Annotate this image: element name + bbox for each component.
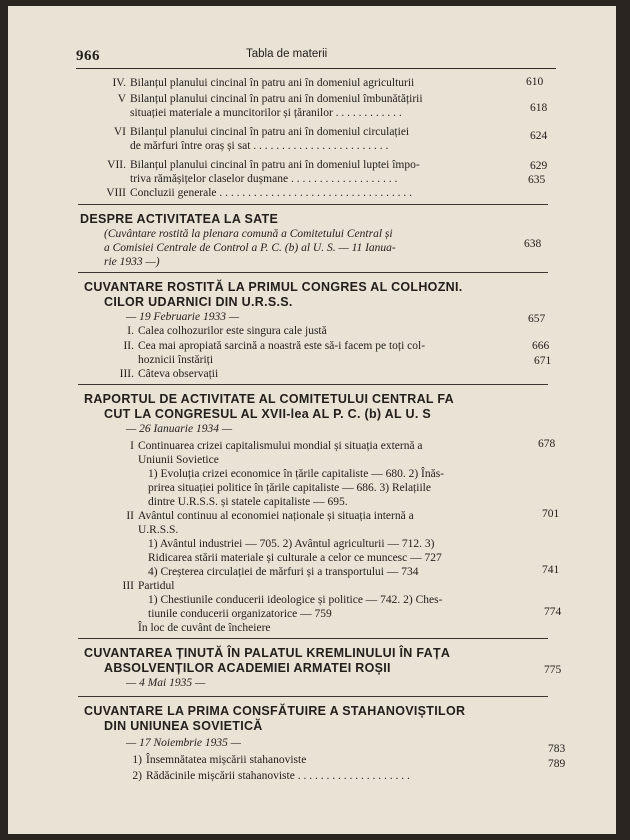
page-ref: 618 bbox=[530, 102, 548, 114]
section-title: CUT LA CONGRESUL AL XVII-lea AL P. C. (b) AL U. S bbox=[104, 407, 432, 421]
toc-entry: V Bilanțul planului cincinal în patru ani în domeniul îmbunătățirii bbox=[117, 93, 423, 105]
page-ref: 629 bbox=[530, 160, 548, 172]
toc-entry-cont: Ridicarea stării materiale și culturale a celor ce muncesc — 727 bbox=[148, 552, 442, 564]
section-date: — 4 Mai 1935 — bbox=[126, 677, 206, 689]
section-divider bbox=[78, 696, 548, 697]
toc-entry-cont: triva rămășițelor claselor dușmane . . . . . . . . . . . . . . . . . . . bbox=[130, 173, 398, 185]
page-ref: 666 bbox=[532, 340, 550, 352]
toc-entry-cont: 1) Evoluția crizei economice în țările capitaliste — 680. 2) Înăs- bbox=[148, 468, 445, 480]
toc-entry-cont: tiunile conducerii organizatorice — 759 bbox=[148, 608, 332, 620]
toc-entry-cont: Uniunii Sovietice bbox=[138, 454, 219, 466]
toc-entry: I. Calea colhozurilor este singura cale justă bbox=[127, 325, 327, 337]
toc-entry: II Avântul continuu al economiei naționale și situația internă a bbox=[126, 510, 414, 522]
page-ref: 783 bbox=[548, 743, 566, 755]
page-ref: 774 bbox=[544, 606, 562, 618]
toc-entry-cont: dintre U.R.S.S. și statele capitaliste — 695. bbox=[148, 496, 348, 508]
page-ref: 678 bbox=[538, 438, 556, 450]
section-subtitle: a Comisiei Centrale de Control a P. C. (b) al U. S. — 11 Ianua- bbox=[104, 242, 396, 254]
section-subtitle: rie 1933 —) bbox=[104, 256, 160, 268]
toc-entry-cont: 1) Chestiunile conducerii ideologice și politice — 742. 2) Ches- bbox=[148, 594, 443, 606]
page-header bbox=[76, 46, 556, 69]
toc-entry-cont: 4) Creșterea circulației de mărfuri și a transportului — 734 bbox=[148, 566, 419, 578]
toc-entry: VI Bilanțul planului cincinal în patru ani în domeniul circulației bbox=[113, 126, 410, 138]
page-ref: 671 bbox=[534, 355, 552, 367]
toc-entry: VIII Concluzii generale . . . . . . . . . . . . . . . . . . . . . . . . . . . . . . . . . . bbox=[106, 187, 413, 199]
toc-entry: IV. Bilanțul planului cincinal în patru ani în domeniul agriculturii bbox=[112, 77, 415, 89]
toc-entry-cont: de mărfuri între oraș și sat . . . . . . . . . . . . . . . . . . . . . . . . bbox=[130, 140, 389, 152]
toc-entry: II. Cea mai apropiată sarcină a noastră este să-i facem pe toți col- bbox=[123, 340, 426, 352]
toc-entry-cont: prirea situației politice în țările capitaliste — 686. 3) Relațiile bbox=[148, 482, 431, 494]
section-date: — 26 Ianuarie 1934 — bbox=[126, 423, 233, 435]
section-title: CUVANTARE LA PRIMA CONSFĂTUIRE A STAHANOVIȘTILOR bbox=[84, 704, 466, 718]
section-date: — 17 Noiembrie 1935 — bbox=[126, 737, 241, 749]
toc-entry-cont: situației materiale a muncitorilor și țăranilor . . . . . . . . . . . . bbox=[130, 107, 402, 119]
section-divider bbox=[78, 384, 548, 385]
running-title: Tabla de materii bbox=[246, 48, 328, 60]
section-divider bbox=[78, 204, 548, 205]
toc-entry-cont: În loc de cuvânt de încheiere bbox=[138, 622, 271, 634]
toc-entry: III Partidul bbox=[122, 580, 175, 592]
page-number: 966 bbox=[76, 48, 100, 64]
page-ref: 741 bbox=[542, 564, 560, 576]
page-ref: 624 bbox=[530, 130, 548, 142]
section-subtitle: (Cuvântare rostită la plenara comună a Comitetului Central și bbox=[104, 228, 393, 240]
page-ref: 775 bbox=[544, 664, 562, 676]
page-ref: 789 bbox=[548, 758, 566, 770]
toc-entry: III. Câteva observații bbox=[119, 368, 219, 380]
section-title: CUVANTAREA ȚINUTĂ ÎN PALATUL KREMLINULUI ÎN FAȚA bbox=[84, 646, 451, 660]
page-ref: 638 bbox=[524, 238, 542, 250]
section-title: DIN UNIUNEA SOVIETICĂ bbox=[104, 719, 263, 733]
toc-entry: 2) Rădăcinile mișcării stahanoviste . . . . . . . . . . . . . . . . . . . . bbox=[132, 770, 410, 782]
toc-entry: VII. Bilanțul planului cincinal în patru ani în domeniul luptei împo- bbox=[107, 159, 420, 171]
book-page bbox=[8, 6, 616, 834]
page-ref: 657 bbox=[528, 313, 546, 325]
section-title: CUVANTARE ROSTITĂ LA PRIMUL CONGRES AL COLHOZNI. bbox=[84, 280, 463, 294]
section-title: DESPRE ACTIVITATEA LA SATE bbox=[80, 212, 279, 226]
section-title: CILOR UDARNICI DIN U.R.S.S. bbox=[104, 295, 293, 309]
section-date: — 19 Februarie 1933 — bbox=[126, 311, 240, 323]
section-divider bbox=[78, 638, 548, 639]
page-ref: 701 bbox=[542, 508, 560, 520]
toc-entry-cont: 1) Avântul industriei — 705. 2) Avântul agriculturii — 712. 3) bbox=[148, 538, 435, 550]
section-title: RAPORTUL DE ACTIVITATE AL COMITETULUI CENTRAL FA bbox=[84, 392, 454, 406]
toc-entry: I Continuarea crizei capitalismului mondial și situația externă a bbox=[130, 440, 423, 452]
toc-entry: 1) Însemnătatea mișcării stahanoviste bbox=[132, 754, 307, 766]
toc-entry-cont: hoznicii înstăriți bbox=[138, 354, 214, 366]
section-divider bbox=[78, 272, 548, 273]
section-title: ABSOLVENȚILOR ACADEMIEI ARMATEI ROȘII bbox=[104, 661, 391, 675]
toc-entry-cont: U.R.S.S. bbox=[138, 524, 179, 536]
page-ref: 635 bbox=[528, 174, 546, 186]
page-ref: 610 bbox=[526, 76, 544, 88]
